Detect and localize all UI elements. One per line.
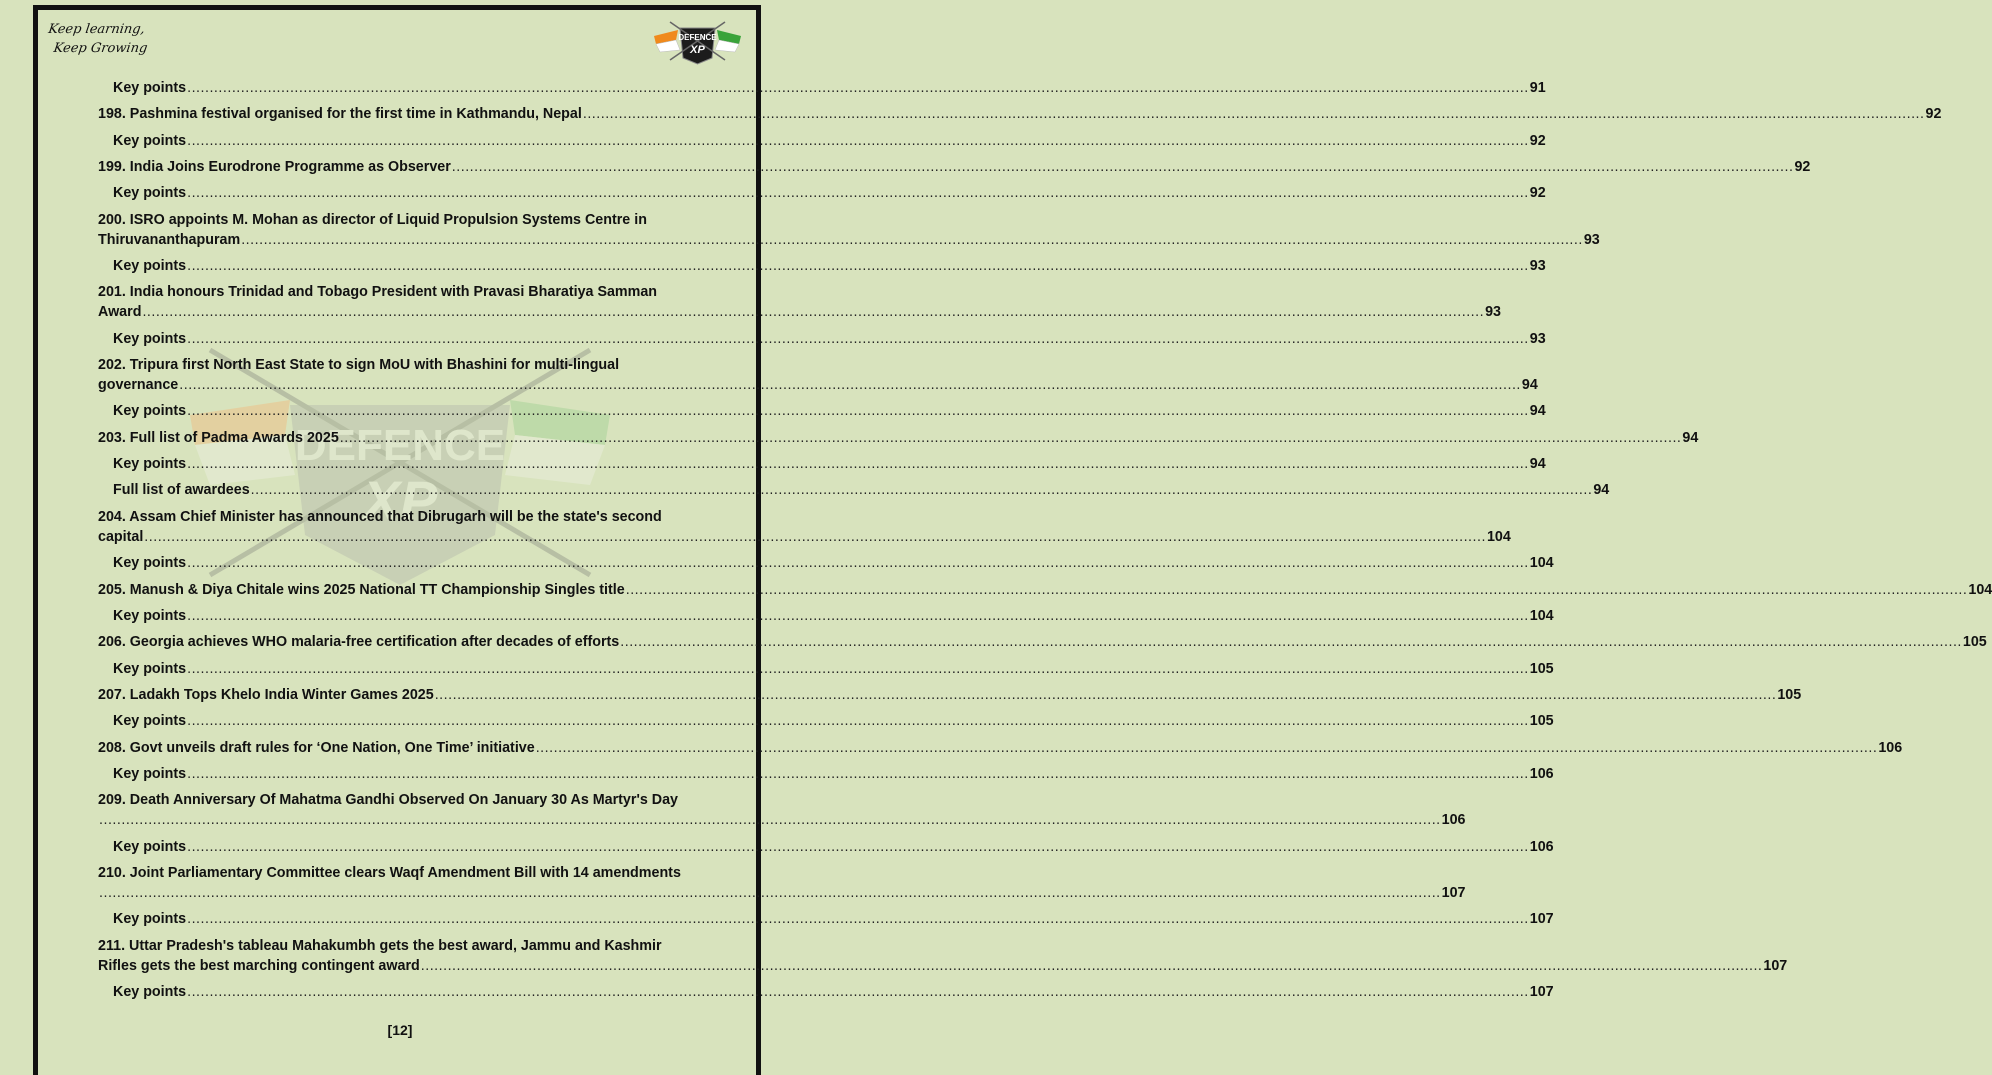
toc-entry-title: capital <box>98 528 144 545</box>
toc-subentry[interactable] <box>98 401 1546 421</box>
logo-text-top: DEFENCE <box>678 33 717 42</box>
toc-page-number: 94 <box>1529 456 1546 473</box>
dot-leader: ............................................................................................................................................................................................................................................................................................................ <box>187 983 1529 1000</box>
toc-page-number: 92 <box>1794 159 1811 176</box>
defence-xp-logo <box>650 18 745 66</box>
toc-subentry[interactable] <box>98 553 1554 573</box>
toc-entry-title: Key points <box>113 132 187 149</box>
table-of-contents <box>98 78 1992 1008</box>
watermark-text-top: DEFENCE <box>294 421 506 470</box>
toc-page-number: 92 <box>1925 106 1942 123</box>
toc-entry-title: Key points <box>113 660 187 677</box>
toc-page-number: 93 <box>1485 304 1501 321</box>
toc-entry-title: Key points <box>113 911 187 928</box>
toc-page-number: 92 <box>1529 132 1546 149</box>
toc-page-number: 94 <box>1521 377 1538 394</box>
toc-entry-title-line1: 209. Death Anniversary Of Mahatma Gandhi Observed On January 30 As Martyr's Day <box>98 792 678 809</box>
toc-page-number: 107 <box>1529 911 1554 928</box>
toc-entry-title: Key points <box>113 555 187 572</box>
dot-leader: ............................................................................................................................................................................................................................................................................................................ <box>142 304 1485 321</box>
toc-entry[interactable] <box>98 632 1987 652</box>
toc-entry-title: 207. Ladakh Tops Khelo India Winter Games 2025 <box>98 686 434 703</box>
dot-leader: ............................................................................................................................................................................................................................................................................................................ <box>99 884 1441 901</box>
dot-leader: ............................................................................................................................................................................................................................................................................................................ <box>187 80 1529 96</box>
dot-leader: ............................................................................................................................................................................................................................................................................................................ <box>620 634 1962 651</box>
toc-page-number: 105 <box>1962 634 1987 651</box>
toc-page-number: 106 <box>1529 838 1554 855</box>
dot-leader: ............................................................................................................................................................................................................................................................................................................ <box>99 812 1441 829</box>
toc-entry-title: Key points <box>113 185 187 202</box>
dot-leader: ............................................................................................................................................................................................................................................................................................................ <box>535 739 1878 756</box>
toc-page-number: 107 <box>1763 957 1788 974</box>
toc-entry-title: Key points <box>113 330 187 347</box>
toc-entry-title-line1: 200. ISRO appoints M. Mohan as director of Liquid Propulsion Systems Centre in <box>98 211 647 228</box>
toc-page-number: 93 <box>1529 330 1546 347</box>
toc-entry-title: Award <box>98 304 142 321</box>
toc-subentry[interactable] <box>98 606 1554 626</box>
dot-leader: ............................................................................................................................................................................................................................................................................................................ <box>187 403 1529 420</box>
toc-entry[interactable] <box>98 580 1992 600</box>
toc-entry-title: 199. India Joins Eurodrone Programme as Observer <box>98 159 451 176</box>
page-number: [12] <box>387 1022 413 1038</box>
toc-page-number: 106 <box>1878 739 1903 756</box>
toc-subentry[interactable] <box>98 909 1554 929</box>
dot-leader: ............................................................................................................................................................................................................................................................................................................ <box>250 482 1593 499</box>
toc-entry-title: 208. Govt unveils draft rules for ‘One Nation, One Time’ initiative <box>98 739 535 756</box>
dot-leader: ............................................................................................................................................................................................................................................................................................................ <box>187 185 1529 202</box>
toc-entry[interactable] <box>98 685 1802 705</box>
tagline-line2: Keep Growing <box>52 41 149 56</box>
toc-entry[interactable] <box>98 104 1942 124</box>
tagline <box>44 20 151 58</box>
toc-page-number: 104 <box>1529 555 1554 572</box>
toc-page-number: 104 <box>1486 528 1511 545</box>
toc-page-number: 105 <box>1529 713 1554 730</box>
toc-entry-title-line1: 210. Joint Parliamentary Committee clears Waqf Amendment Bill with 14 amendments <box>98 864 681 881</box>
toc-entry-title: Key points <box>113 983 187 1000</box>
toc-page-number: 107 <box>1529 983 1554 1000</box>
dot-leader: ............................................................................................................................................................................................................................................................................................................ <box>187 713 1529 730</box>
toc-page-number: 106 <box>1529 765 1554 782</box>
toc-entry-title: Key points <box>113 765 187 782</box>
toc-page-number: 93 <box>1583 231 1600 248</box>
dot-leader: ............................................................................................................................................................................................................................................................................................................ <box>451 159 1794 176</box>
dot-leader: ............................................................................................................................................................................................................................................................................................................ <box>582 106 1925 123</box>
dot-leader: ............................................................................................................................................................................................................................................................................................................ <box>187 555 1529 572</box>
dot-leader: ............................................................................................................................................................................................................................................................................................................ <box>187 607 1529 624</box>
toc-subentry[interactable] <box>98 659 1554 679</box>
dot-leader: ............................................................................................................................................................................................................................................................................................................ <box>187 258 1529 275</box>
toc-entry[interactable] <box>98 282 1501 322</box>
toc-page-number: 94 <box>1593 482 1610 499</box>
dot-leader: ............................................................................................................................................................................................................................................................................................................ <box>339 429 1682 446</box>
toc-page-number: 91 <box>1529 80 1546 96</box>
dot-leader: ............................................................................................................................................................................................................................................................................................................ <box>434 686 1777 703</box>
toc-entry-title: Key points <box>113 258 187 275</box>
toc-entry-title: Key points <box>113 80 187 96</box>
toc-subentry[interactable] <box>98 711 1554 731</box>
toc-entry[interactable] <box>98 790 1466 830</box>
toc-subentry[interactable] <box>98 256 1546 276</box>
toc-subentry[interactable] <box>98 78 1546 98</box>
toc-entry[interactable] <box>98 210 1600 250</box>
tagline-line1: Keep learning, <box>47 22 146 37</box>
toc-entry-title-line1: 204. Assam Chief Minister has announced that Dibrugarh will be the state's second <box>98 508 662 525</box>
toc-entry[interactable] <box>98 355 1538 395</box>
toc-entry-title: Full list of awardees <box>113 482 250 499</box>
toc-subentry[interactable] <box>98 480 1610 500</box>
toc-page-number: 105 <box>1529 660 1554 677</box>
toc-entry-title-line1: 211. Uttar Pradesh's tableau Mahakumbh gets the best award, Jammu and Kashmir <box>98 937 662 954</box>
toc-subentry[interactable] <box>98 837 1554 857</box>
toc-entry-title: 206. Georgia achieves WHO malaria-free certification after decades of efforts <box>98 634 620 651</box>
dot-leader: ............................................................................................................................................................................................................................................................................................................ <box>187 765 1529 782</box>
toc-page-number: 94 <box>1529 403 1546 420</box>
toc-subentry[interactable] <box>98 329 1546 349</box>
toc-entry-title: governance <box>98 377 179 394</box>
toc-entry[interactable] <box>98 863 1466 903</box>
toc-page-number: 104 <box>1529 607 1554 624</box>
toc-entry-title: Thiruvananthapuram <box>98 231 241 248</box>
dot-leader: ............................................................................................................................................................................................................................................................................................................ <box>144 528 1486 545</box>
logo-text-bottom: XP <box>690 44 705 56</box>
watermark-text-bottom: XP <box>362 469 438 532</box>
toc-page-number: 105 <box>1777 686 1802 703</box>
toc-subentry[interactable] <box>98 183 1546 203</box>
dot-leader: ............................................................................................................................................................................................................................................................................................................ <box>625 581 1968 598</box>
dot-leader: ............................................................................................................................................................................................................................................................................................................ <box>420 957 1763 974</box>
dot-leader: ............................................................................................................................................................................................................................................................................................................ <box>187 132 1529 149</box>
toc-entry[interactable] <box>98 507 1511 547</box>
dot-leader: ............................................................................................................................................................................................................................................................................................................ <box>187 330 1529 347</box>
toc-page-number: 92 <box>1529 185 1546 202</box>
toc-entry-title: 203. Full list of Padma Awards 2025 <box>98 429 339 446</box>
dot-leader: ............................................................................................................................................................................................................................................................................................................ <box>187 911 1529 928</box>
toc-entry-title: 205. Manush & Diya Chitale wins 2025 National TT Championship Singles title <box>98 581 625 598</box>
toc-subentry[interactable] <box>98 131 1546 151</box>
toc-subentry[interactable] <box>98 454 1546 474</box>
toc-entry-title-line1: 201. India honours Trinidad and Tobago President with Pravasi Bharatiya Samman <box>98 284 658 301</box>
toc-page-number: 93 <box>1529 258 1546 275</box>
toc-entry[interactable] <box>98 936 1788 976</box>
dot-leader: ............................................................................................................................................................................................................................................................................................................ <box>241 231 1583 248</box>
dot-leader: ............................................................................................................................................................................................................................................................................................................ <box>187 660 1529 677</box>
toc-entry-title: 198. Pashmina festival organised for the first time in Kathmandu, Nepal <box>98 106 582 123</box>
toc-entry[interactable] <box>98 738 1903 758</box>
toc-entry-title: Key points <box>113 713 187 730</box>
dot-leader: ............................................................................................................................................................................................................................................................................................................ <box>187 456 1529 473</box>
toc-subentry[interactable] <box>98 982 1554 1002</box>
toc-page-number: 94 <box>1682 429 1699 446</box>
toc-entry[interactable] <box>98 157 1811 177</box>
toc-subentry[interactable] <box>98 764 1554 784</box>
dot-leader: ............................................................................................................................................................................................................................................................................................................ <box>179 377 1521 394</box>
toc-entry-title: Key points <box>113 607 187 624</box>
toc-entry[interactable] <box>98 428 1699 448</box>
toc-page-number: 106 <box>1441 812 1466 829</box>
toc-entry-title: Key points <box>113 456 187 473</box>
toc-entry-title: Key points <box>113 403 187 420</box>
dot-leader: ............................................................................................................................................................................................................................................................................................................ <box>187 838 1529 855</box>
toc-entry-title: Key points <box>113 838 187 855</box>
toc-entry-title-line1: 202. Tripura first North East State to sign MoU with Bhashini for multi-lingual <box>98 357 620 374</box>
toc-page-number: 107 <box>1441 884 1466 901</box>
toc-page-number: 104 <box>1968 581 1992 598</box>
toc-entry-title: Rifles gets the best marching contingent award <box>98 957 420 974</box>
